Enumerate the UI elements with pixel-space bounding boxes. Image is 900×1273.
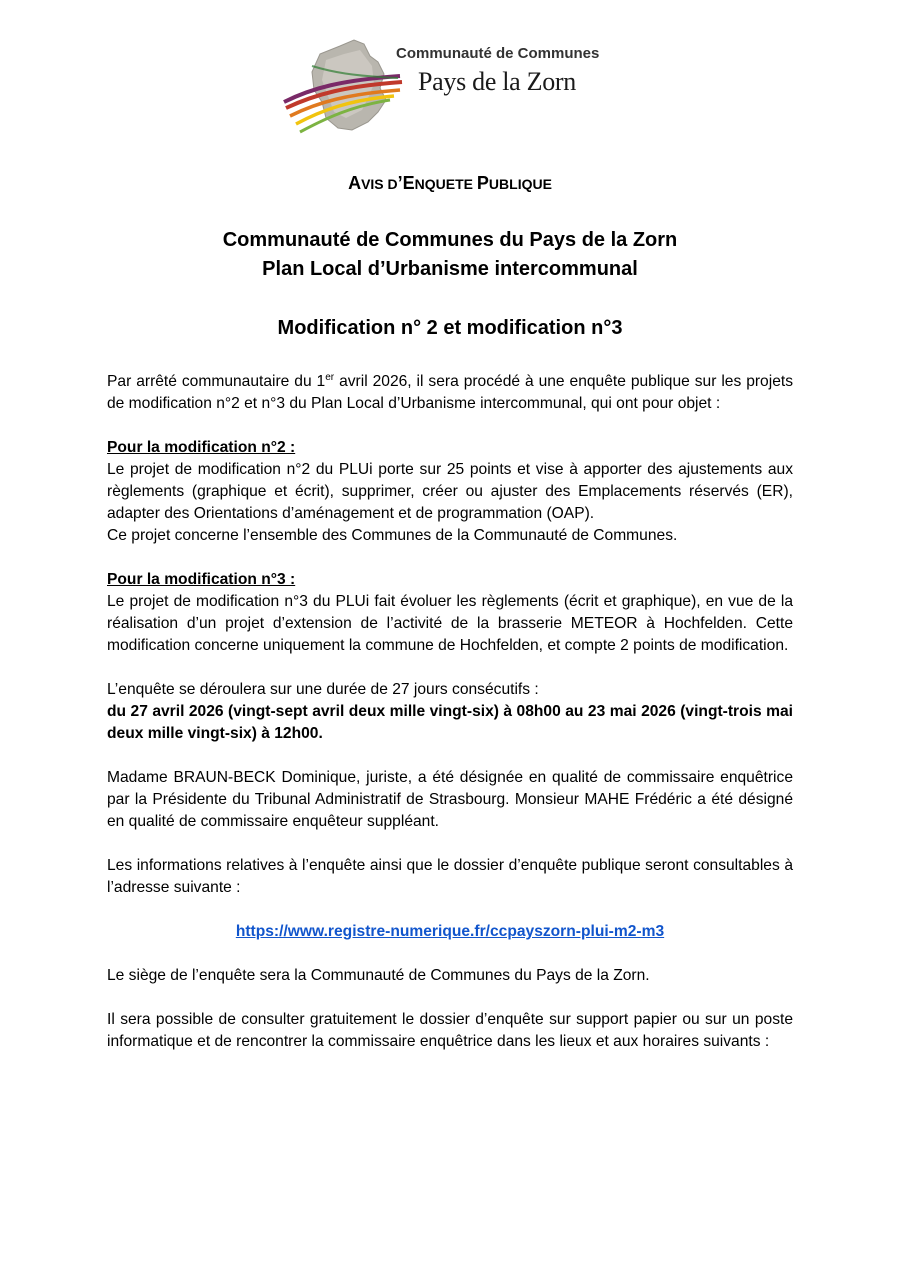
intro-text-b: avril 2026, il sera procédé à une enquête publique sur les projets de modification n°2 et n°3 du Plan Local d’Urbanisme intercommunal, qui ont pour objet : xyxy=(107,373,793,412)
intro-superscript: er xyxy=(325,371,335,383)
duration-paragraph: L’enquête se déroulera sur une durée de 27 jours consécutifs : xyxy=(107,681,539,698)
avis-apostrophe: ’ xyxy=(397,173,403,193)
avis-letter-a: A xyxy=(348,173,362,193)
notice-heading xyxy=(107,168,793,198)
notice-content xyxy=(107,168,793,1053)
intro-text-a: Par arrêté communautaire du 1 xyxy=(107,373,326,390)
registry-link-wrap xyxy=(107,921,793,943)
avis-rest-2: NQUETE xyxy=(414,176,477,192)
avis-letter-p: P xyxy=(476,173,489,193)
intro-paragraph xyxy=(107,371,793,415)
mod2-heading-text: Pour la modification n°2 : xyxy=(107,439,296,456)
mod2-heading xyxy=(107,437,793,459)
siege-paragraph: Le siège de l’enquête sera la Communauté de Communes du Pays de la Zorn. xyxy=(107,967,650,984)
mod3-heading xyxy=(107,569,793,591)
avis-rest-1: VIS D xyxy=(361,176,398,192)
avis-letter-e: E xyxy=(402,173,415,193)
title-community: Communauté de Communes du Pays de la Zorn xyxy=(222,229,678,251)
logo xyxy=(282,36,622,136)
registry-link[interactable]: https://www.registre-numerique.fr/ccpayszorn-plui-m2-m3 xyxy=(235,923,665,940)
title-modification: Modification n° 2 et modification n°3 xyxy=(277,317,623,339)
info-paragraph: Les informations relatives à l’enquête ainsi que le dossier d’enquête publique seront consultables à l’adresse suivante : xyxy=(107,857,793,896)
mod2-paragraph: Le projet de modification n°2 du PLUi porte sur 25 points et vise à apporter des ajustements aux règlements (graphique et écrit), supprimer, créer ou ajuster des Emplacements réservés (ER), adapter des Orientations d’aménagement et de programmation (OAP). xyxy=(107,461,793,522)
mod2-scope: Ce projet concerne l’ensemble des Communes de la Communauté de Communes. xyxy=(107,527,678,544)
duration-dates: du 27 avril 2026 (vingt-sept avril deux mille vingt-six) à 08h00 au 23 mai 2026 (vingt-trois mai deux mille vingt-six) à 12h00. xyxy=(107,703,793,742)
avis-rest-3: UBLIQUE xyxy=(488,176,552,192)
mod3-heading-text: Pour la modification n°3 : xyxy=(107,571,296,588)
logo-title-line1: Communauté de Communes xyxy=(396,45,600,62)
commissaire-paragraph: Madame BRAUN-BECK Dominique, juriste, a été désignée en qualité de commissaire enquêtrice par la Présidente du Tribunal Administratif de Strasbourg. Monsieur MAHE Frédéric a été désigné en qualité de commissaire enquêteur suppléant. xyxy=(107,769,793,830)
mod3-paragraph: Le projet de modification n°3 du PLUi fait évoluer les règlements (écrit et graphique), en vue de la réalisation d’un projet d’extension de l’activité de la brasserie METEOR à Hochfelden. Cette modification concerne uniquement la commune de Hochfelden, et compte 2 points de modification. xyxy=(107,593,793,654)
logo-title-line2: Pays de la Zorn xyxy=(418,67,576,96)
consult-paragraph: Il sera possible de consulter gratuitement le dossier d’enquête sur support papier ou sur un poste informatique et de rencontrer la commissaire enquêtrice dans les lieux et aux horaires suivants : xyxy=(107,1011,793,1050)
title-plan: Plan Local d’Urbanisme intercommunal xyxy=(262,258,638,280)
